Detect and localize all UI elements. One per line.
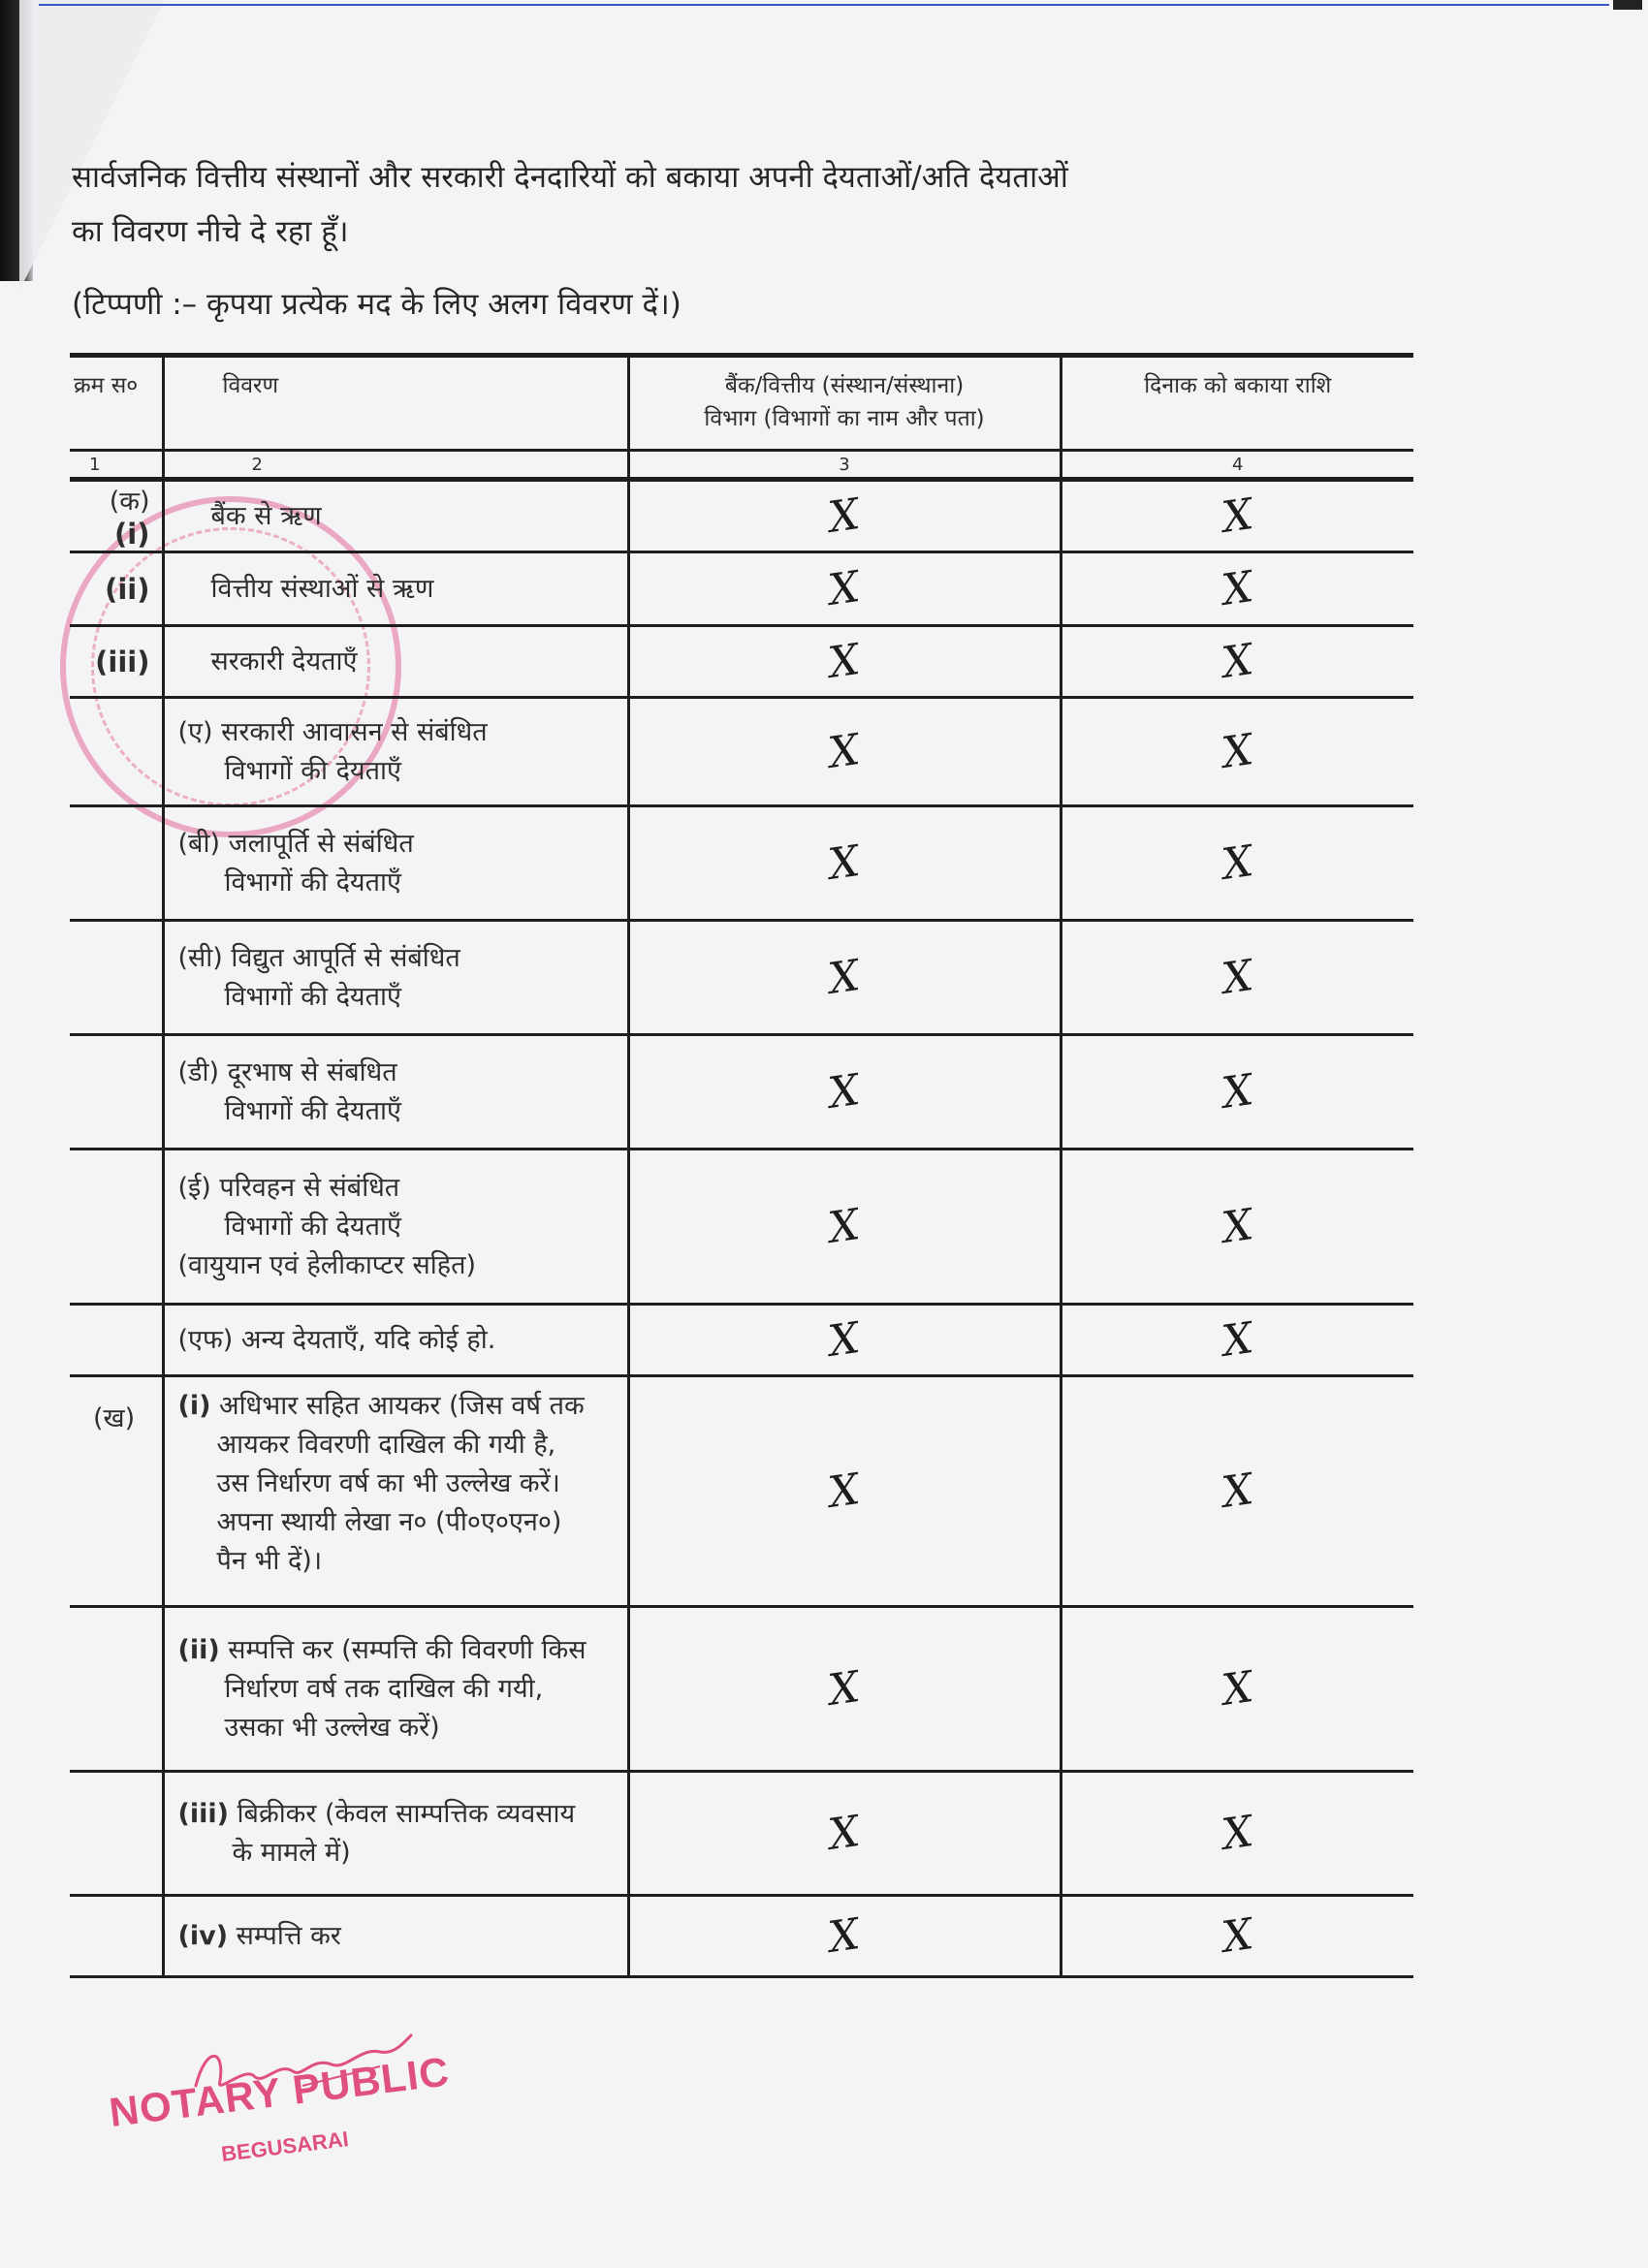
row-number: (ii) xyxy=(177,1634,220,1665)
cross-mark: X xyxy=(1219,1909,1256,1963)
row-description xyxy=(163,1150,628,1305)
note-text: (टिप्पणी :– कृपया प्रत्येक मद के लिए अलग विवरण दें।) xyxy=(72,287,681,322)
cross-mark: X xyxy=(825,1909,864,1963)
col-number-1: 1 xyxy=(70,451,163,480)
cross-mark: X xyxy=(825,725,864,778)
row-description xyxy=(163,1035,628,1150)
row-amount-cell xyxy=(1061,552,1413,626)
table-header-row xyxy=(70,356,1413,451)
row-description-line-2: विभागों की देयताएँ xyxy=(224,981,401,1012)
row-label: (सी) xyxy=(177,942,223,973)
table-row xyxy=(70,806,1413,921)
cross-mark: X xyxy=(825,951,864,1004)
row-label: (बी) xyxy=(177,828,220,859)
row-label: (ए) xyxy=(177,716,213,747)
col-number-3: 3 xyxy=(628,451,1061,480)
table-row xyxy=(70,1772,1413,1896)
cross-mark: X xyxy=(1219,1313,1256,1367)
row-bank-cell xyxy=(628,806,1061,921)
row-number: (i) xyxy=(114,518,150,551)
row-description xyxy=(163,1305,628,1376)
row-bank-cell xyxy=(628,1305,1061,1376)
notary-place: BEGUSARAI xyxy=(219,2126,350,2167)
row-description-line-1: अधिभार सहित आयकर (जिस वर्ष तक xyxy=(219,1391,585,1421)
cross-mark: X xyxy=(825,562,864,615)
row-serial xyxy=(70,626,163,698)
row-serial xyxy=(70,552,163,626)
cross-mark: X xyxy=(825,1313,864,1367)
row-bank-cell xyxy=(628,1607,1061,1772)
row-description-text: सम्पत्ति कर xyxy=(236,1920,341,1951)
row-amount-cell xyxy=(1061,1607,1413,1772)
row-description: बैंक से ऋण xyxy=(163,480,628,552)
row-bank-cell xyxy=(628,1376,1061,1607)
row-serial xyxy=(70,480,163,552)
row-label: (डी) xyxy=(177,1056,220,1087)
row-description: वित्तीय संस्थाओं से ऋण xyxy=(163,552,628,626)
row-serial xyxy=(70,1607,163,1772)
header-desc: विवरण xyxy=(163,356,628,451)
row-description-line-2: विभागों की देयताएँ xyxy=(224,866,401,898)
table-row xyxy=(70,1376,1413,1607)
row-description-line-1: परिवहन से संबंधित xyxy=(219,1172,400,1203)
row-description-line-3: (वायुयान एवं हेलीकाप्टर सहित) xyxy=(177,1249,476,1280)
row-bank-cell xyxy=(628,921,1061,1035)
intro-line-2: का विवरण नीचे दे रहा हूँ। xyxy=(72,214,349,249)
cross-mark: X xyxy=(1219,725,1256,778)
row-description-line-1: बिक्रीकर (केवल साम्पत्तिक व्यवसाय xyxy=(237,1798,576,1829)
table-row xyxy=(70,626,1413,698)
top-rule xyxy=(39,4,1609,6)
cross-mark: X xyxy=(825,836,864,890)
column-number-row xyxy=(70,451,1413,480)
row-number: (iv) xyxy=(177,1920,229,1951)
row-description-line-1: सरकारी आवासन से संबंधित xyxy=(221,716,488,747)
row-bank-cell xyxy=(628,480,1061,552)
row-description xyxy=(163,921,628,1035)
table-row xyxy=(70,552,1413,626)
row-description xyxy=(163,806,628,921)
row-label: (ई) xyxy=(177,1172,211,1203)
cross-mark: X xyxy=(825,1662,864,1716)
row-amount-cell xyxy=(1061,480,1413,552)
row-serial xyxy=(70,921,163,1035)
row-description-line-2: विभागों की देयताएँ xyxy=(224,1211,401,1242)
liabilities-table xyxy=(70,353,1413,1978)
row-description-line-2: विभागों की देयताएँ xyxy=(224,1095,401,1126)
header-bank-line-1: बैंक/वित्तीय (संस्थान/संस्थाना) xyxy=(724,373,965,398)
header-amount: दिनाक को बकाया राशि xyxy=(1061,356,1413,451)
row-description-line-2: विभागों की देयताएँ xyxy=(224,755,401,786)
row-number: (ii) xyxy=(105,572,150,606)
row-description xyxy=(163,1376,628,1607)
row-bank-cell xyxy=(628,552,1061,626)
table-row xyxy=(70,1305,1413,1376)
row-description xyxy=(163,698,628,806)
table-row xyxy=(70,480,1413,552)
cross-mark: X xyxy=(1219,1662,1256,1716)
row-bank-cell xyxy=(628,1772,1061,1896)
row-bank-cell xyxy=(628,1150,1061,1305)
cross-mark: X xyxy=(1219,951,1256,1004)
table-row xyxy=(70,1150,1413,1305)
corner-mark xyxy=(1613,0,1642,10)
row-group-prefix: (क) xyxy=(109,487,150,517)
row-amount-cell xyxy=(1061,921,1413,1035)
row-description-line-1: दूरभाष से संबधित xyxy=(227,1056,397,1087)
col-number-2: 2 xyxy=(163,451,628,480)
header-bank xyxy=(628,356,1061,451)
row-description-line-4: अपना स्थायी लेखा न० (पी०ए०एन०) xyxy=(216,1507,562,1537)
row-number: (iii) xyxy=(95,645,150,678)
row-description-line-2: के मामले में) xyxy=(232,1837,351,1868)
row-serial xyxy=(70,1376,163,1607)
row-amount-cell xyxy=(1061,1305,1413,1376)
intro-line-1: सार्वजनिक वित्तीय संस्थानों और सरकारी देनदारियों को बकाया अपनी देयताओं/अति देयताओं xyxy=(72,160,1068,195)
table-row xyxy=(70,921,1413,1035)
row-description-line-1: विद्युत आपूर्ति से संबंधित xyxy=(231,942,460,973)
cross-mark: X xyxy=(1219,489,1256,543)
row-amount-cell xyxy=(1061,1896,1413,1977)
row-amount-cell xyxy=(1061,1150,1413,1305)
row-amount-cell xyxy=(1061,1772,1413,1896)
row-bank-cell xyxy=(628,698,1061,806)
intro-paragraph xyxy=(72,150,1429,259)
row-description-line-5: पैन भी दें)। xyxy=(216,1546,323,1576)
row-description: सरकारी देयताएँ xyxy=(163,626,628,698)
cross-mark: X xyxy=(825,635,864,688)
row-bank-cell xyxy=(628,1896,1061,1977)
row-amount-cell xyxy=(1061,698,1413,806)
row-serial xyxy=(70,1772,163,1896)
cross-mark: X xyxy=(825,1065,864,1118)
row-amount-cell xyxy=(1061,626,1413,698)
cross-mark: X xyxy=(1219,562,1256,615)
row-description-line-1: जलापूर्ति से संबंधित xyxy=(228,828,414,859)
row-description xyxy=(163,1896,628,1977)
row-amount-cell xyxy=(1061,1376,1413,1607)
table-row xyxy=(70,1035,1413,1150)
cross-mark: X xyxy=(1219,1065,1256,1118)
row-serial xyxy=(70,698,163,806)
row-number: (i) xyxy=(177,1391,211,1421)
row-serial xyxy=(70,1305,163,1376)
cross-mark: X xyxy=(1219,1465,1256,1518)
row-description-line-3: उस निर्धारण वर्ष का भी उल्लेख करें। xyxy=(216,1468,560,1498)
row-bank-cell xyxy=(628,1035,1061,1150)
cross-mark: X xyxy=(1219,635,1256,688)
notary-stamp xyxy=(109,2028,477,2173)
row-description xyxy=(163,1772,628,1896)
header-sr: क्रम स० xyxy=(70,356,163,451)
cross-mark: X xyxy=(1219,836,1256,890)
col-number-4: 4 xyxy=(1061,451,1413,480)
row-description xyxy=(163,1607,628,1772)
header-bank-line-2: विभाग (विभागों का नाम और पता) xyxy=(704,406,985,431)
row-description-line-1: सम्पत्ति कर (सम्पत्ति की विवरणी किस xyxy=(228,1634,586,1665)
cross-mark: X xyxy=(825,1465,864,1518)
notary-title: NOTARY PUBLIC xyxy=(107,2048,453,2136)
row-amount-cell xyxy=(1061,1035,1413,1150)
row-description-text: अन्य देयताएँ, यदि कोई हो. xyxy=(240,1324,496,1355)
row-description-line-3: उसका भी उल्लेख करें) xyxy=(224,1712,440,1743)
table-row xyxy=(70,1607,1413,1772)
row-serial xyxy=(70,1035,163,1150)
table-row xyxy=(70,1896,1413,1977)
row-amount-cell xyxy=(1061,806,1413,921)
row-bank-cell xyxy=(628,626,1061,698)
cross-mark: X xyxy=(825,1807,864,1860)
table-row xyxy=(70,698,1413,806)
cross-mark: X xyxy=(1219,1200,1256,1253)
row-description-line-2: आयकर विवरणी दाखिल की गयी है, xyxy=(216,1430,556,1460)
row-serial xyxy=(70,1150,163,1305)
row-group-prefix: (ख) xyxy=(93,1403,136,1433)
row-label: (एफ) xyxy=(177,1324,234,1355)
row-description-line-2: निर्धारण वर्ष तक दाखिल की गयी, xyxy=(224,1673,544,1704)
row-serial xyxy=(70,1896,163,1977)
cross-mark: X xyxy=(825,1200,864,1253)
cross-mark: X xyxy=(825,489,864,543)
cross-mark: X xyxy=(1219,1807,1256,1860)
row-serial xyxy=(70,806,163,921)
row-number: (iii) xyxy=(177,1798,229,1829)
